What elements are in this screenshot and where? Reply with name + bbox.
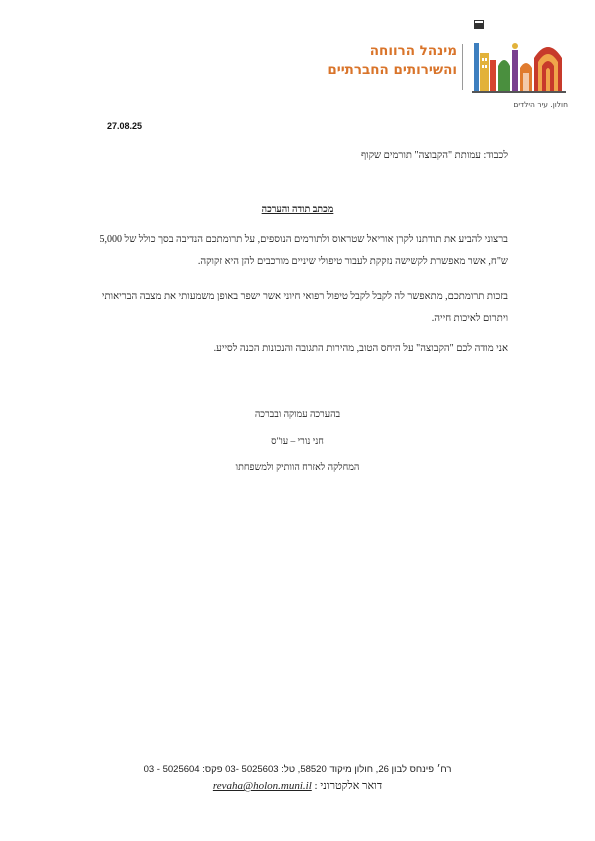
logo-caption: חולון. עיר הילדים bbox=[513, 100, 568, 109]
letterhead bbox=[0, 18, 595, 109]
header-divider bbox=[462, 44, 463, 90]
body-paragraph-1: ברצוני להביע את תודתנו לקרן אוריאל שטראוס ולתורמים הנוספים, על תרומתכם הנדיבה בסך כולל של 5,000 ש"ח, אשר מאפשרת לקשישה נזקקת לעבור טיפולי שיניים מורכבים להן היא זקוקה. bbox=[99, 234, 508, 267]
body-paragraph-2: בזכות תרומתכם, מתאפשר לה לקבל לקבל טיפול רפואי חיוני אשר ישפר באופן משמעותי את מצבה הבריאותי ויתרום לאיכות חייה. bbox=[101, 291, 508, 324]
body-paragraph-3: אני מודה לכם "הקבוצה" על היחס הטוב, מהירות התגובה והנכונות הכנה לסייע. bbox=[213, 343, 508, 354]
letter-subject: מכתב תודה והערכה bbox=[261, 205, 334, 215]
footer-email-line bbox=[0, 780, 595, 792]
department-name-line1: מינהל הרווחה bbox=[369, 43, 457, 59]
department-name bbox=[327, 42, 457, 80]
closing-line: בהערכה עמוקה ובברכה bbox=[254, 410, 341, 420]
signer-name: חני נורי – עו"ס bbox=[271, 437, 324, 447]
footer-email-link[interactable]: revaha@holon.muni.il bbox=[212, 780, 312, 792]
footer-address: רח׳ פינחס לבון 26, חולון מיקוד 58520, טל: 5025603 -03 פקס: 5025604 - 03 bbox=[143, 764, 452, 775]
signer-department: המחלקה לאזרח הוותיק ולמשפחתו bbox=[235, 463, 360, 473]
letter-date: 27.08.25 bbox=[107, 121, 143, 131]
holon-city-emblem-icon bbox=[470, 18, 570, 98]
footer-email-label: דואר אלקטרוני : bbox=[314, 780, 383, 792]
recipient-line: לכבוד: עמותת "הקבוצה" תורמים שקוף bbox=[360, 150, 508, 161]
department-name-line2: והשירותים החברתיים bbox=[327, 62, 457, 78]
